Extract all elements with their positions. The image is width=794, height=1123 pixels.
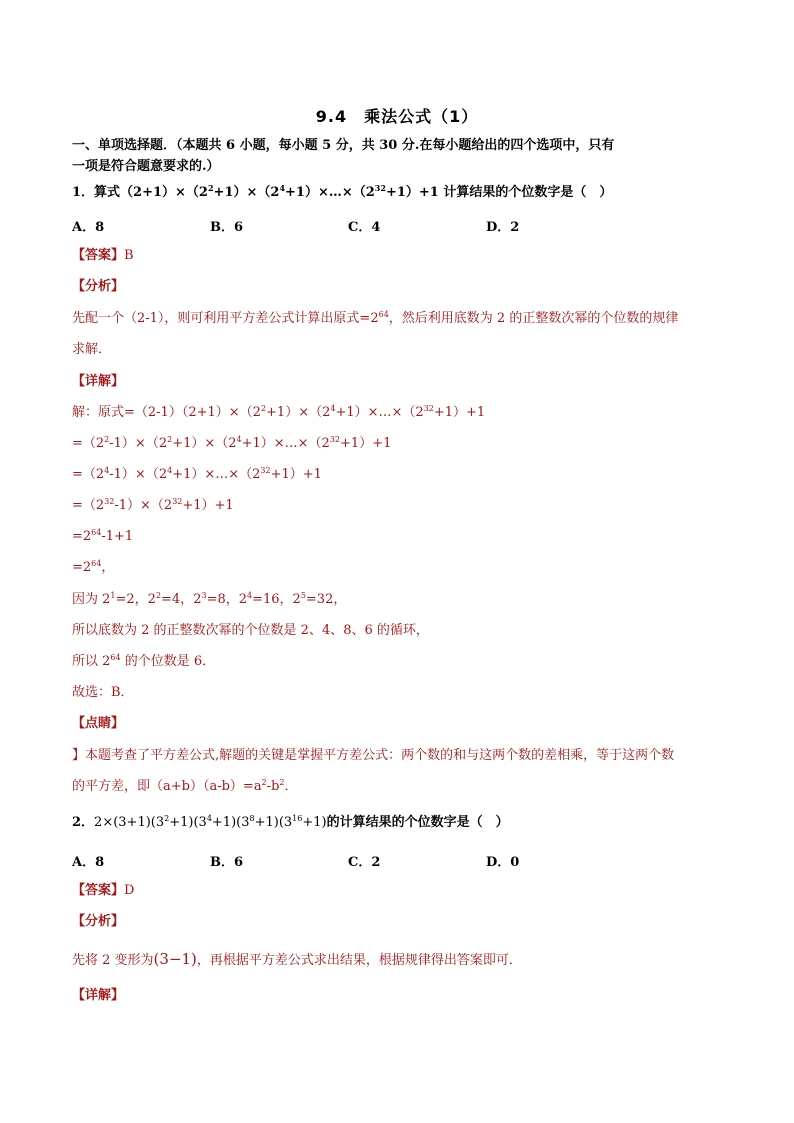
q2-detail-label: 【详解】 [72,988,125,1003]
q1-option-b[interactable]: B．6 [210,220,244,235]
q1-option-c[interactable]: C．4 [348,220,381,235]
q1-analysis-label: 【分析】 [72,279,125,294]
q1-detail-line-3: $=(2^4-1)\times(2^4+1)\times\dots\times(2^{32}+1)+1$ [72,466,322,482]
q2-option-b[interactable]: B．6 [210,855,244,870]
q1-detail-line-2: $=(2^2-1)\times(2^2+1)\times(2^4+1)\times\dots\times(2^{32}+1)+1$ [72,435,392,451]
q1-comment-label: 【点睛】 [72,716,125,731]
q1-analysis-line-1: 先配一个（2-1），则可利用平方差公式计算出原式$=2^{64}$，然后利用底数为 2 的正整数次幂的个位数的规律 [72,310,679,326]
q1-analysis-line-2: 求解． [72,342,112,357]
q2-analysis-formula: (3−1) [153,950,197,968]
q1-detail-line-7: 因为 $2^1=2$，$2^2=4$，$2^3=8$，$2^4=16$，$2^5=32$， [72,591,347,607]
q2-analysis-label: 【分析】 [72,914,125,929]
q1-detail-line-1: 解：原式$=(2-1)(2+1)\times(2^2+1)\times(2^4+1)\times\dots\times(2^{32}+1)+1$ [72,404,486,420]
q1-option-a[interactable]: A．8 [72,220,105,235]
page-title: 9.4 乘法公式（1） [315,107,479,126]
q1-detail-line-5: $=2^{64}-1+1$ [72,528,134,544]
q1-detail-line-4: $=(2^{32}-1)\times(2^{32}+1)+1$ [72,497,234,513]
q2-option-c[interactable]: C．2 [348,855,381,870]
q1-detail-line-9: 所以 $2^{64}$ 的个位数是 6． [72,653,216,669]
q1-answer: 【答案】B [72,248,134,263]
q1-detail-line-6: $=2^{64}$， [72,559,115,575]
q2-answer: 【答案】D [72,883,135,898]
q1-detail-line-10: 故选：B． [72,685,134,700]
q2-analysis-line-1: 先将 2 变形为(3−1)，再根据平方差公式求出结果，根据规律得出答案即可． [72,950,522,968]
section-heading-line-1: 一、单项选择题．（本题共 6 小题，每小题 5 分，共 30 分.在每小题给出的四个选项中，只有 [72,138,615,153]
q2-option-d[interactable]: D．0 [486,855,520,870]
q1-detail-label: 【详解】 [72,374,125,389]
q1-comment-line-2: 的平方差，即$(a+b)(a-b)=a^2-b^2$． [72,778,298,794]
question-2-stem: 2．$2\times(3+1)(3^2+1)(3^4+1)(3^8+1)(3^{16}+1)$的计算结果的个位数字是（ ） [72,814,509,830]
q1-detail-line-8: 所以底数为 2 的正整数次幂的个位数是 2、4、8、6 的循环， [72,623,429,638]
q1-comment-line-1: 】本题考查了平方差公式,解题的关键是掌握平方差公式：两个数的和与这两个数的差相乘，等于这两个数 [72,748,675,763]
q2-formula: $2\times(3+1)(3^2+1)(3^4+1)(3^8+1)(3^{16}+1)$ [94,814,327,830]
section-heading-line-2: 一项是符合题意要求的.） [72,159,220,174]
q2-option-a[interactable]: A．8 [72,855,105,870]
question-1-stem: 1．算式$(2+1)\times(2^2+1)\times(2^4+1)\times\dots\times(2^{32}+1)+1$ 计算结果的个位数字是（ ） [72,183,613,200]
q1-option-d[interactable]: D．2 [486,220,520,235]
